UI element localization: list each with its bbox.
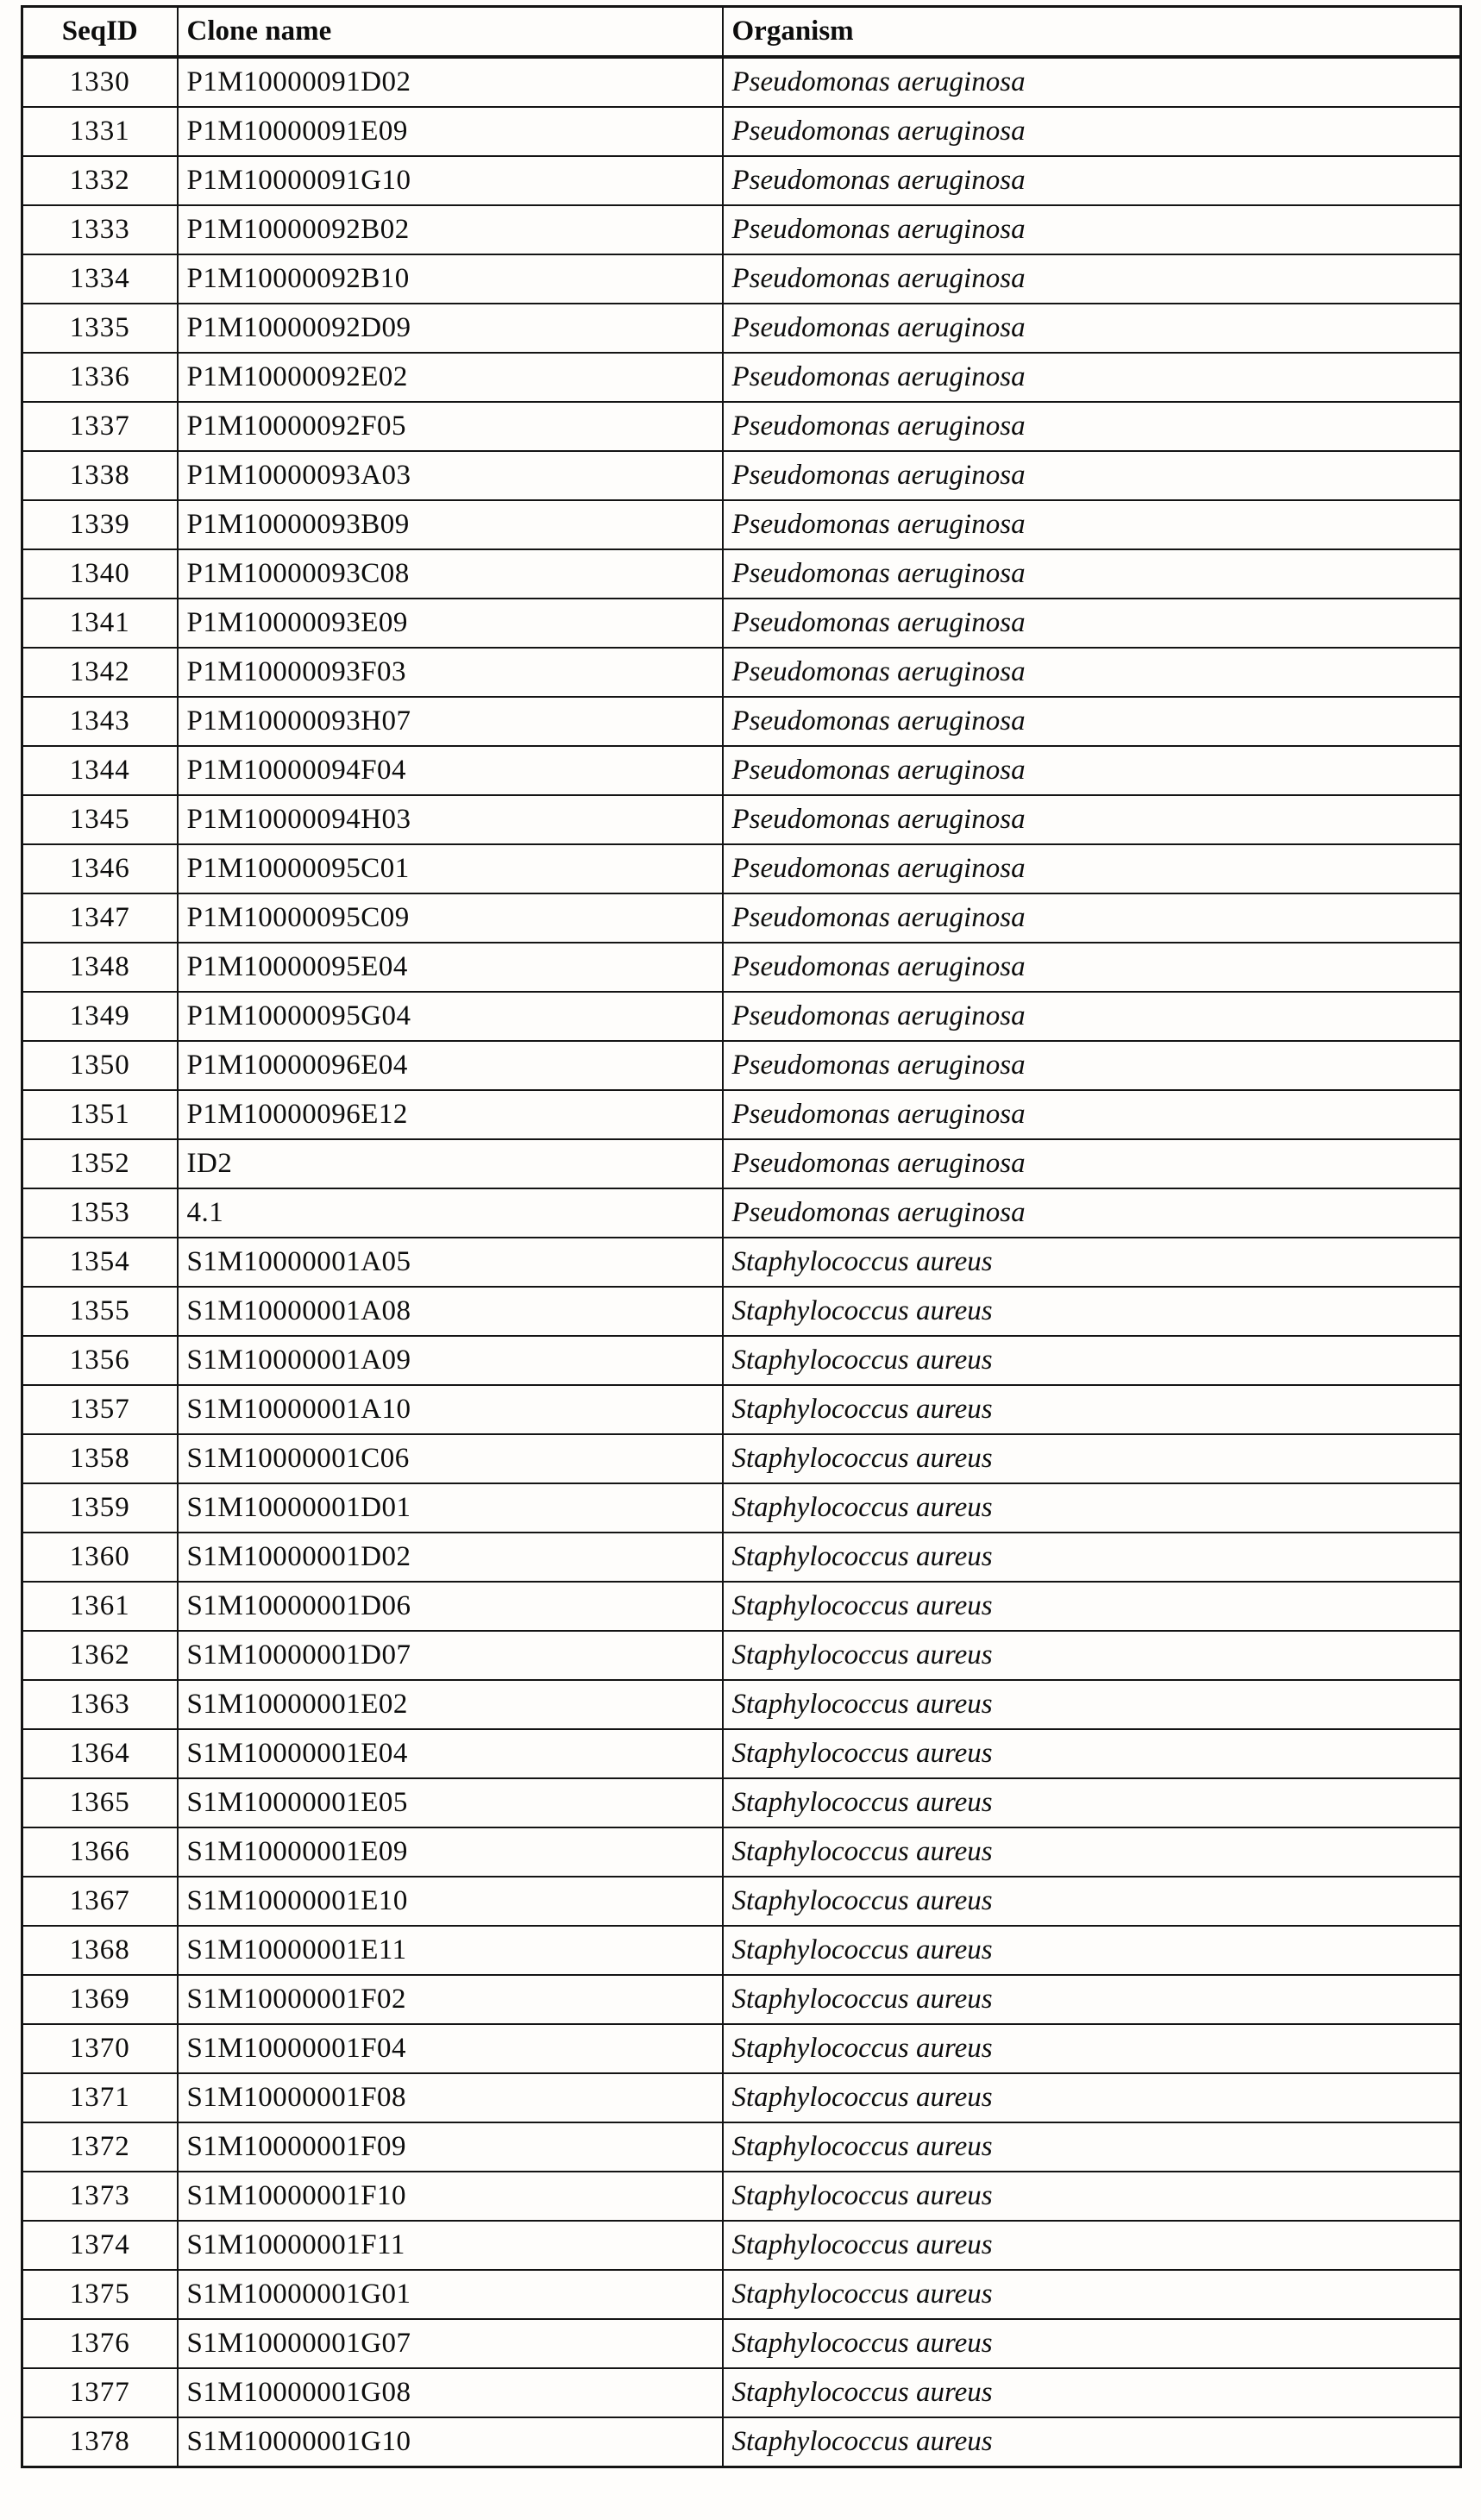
organism-cell: Staphylococcus aureus [723, 2073, 1461, 2122]
organism-cell: Pseudomonas aeruginosa [723, 500, 1461, 549]
clone-name-cell: S1M10000001G10 [178, 2417, 723, 2467]
organism-cell: Staphylococcus aureus [723, 1631, 1461, 1680]
table-row [22, 1533, 1461, 1582]
organism-cell: Pseudomonas aeruginosa [723, 353, 1461, 402]
clone-name-cell: S1M10000001E10 [178, 1877, 723, 1926]
table-row [22, 1385, 1461, 1434]
table-row [22, 1827, 1461, 1877]
table-row [22, 1238, 1461, 1287]
clone-name-cell: P1M10000095C09 [178, 893, 723, 943]
seqid-cell: 1350 [22, 1041, 178, 1090]
organism-cell: Staphylococcus aureus [723, 2417, 1461, 2467]
clone-name-cell: P1M10000096E12 [178, 1090, 723, 1139]
seqid-cell: 1351 [22, 1090, 178, 1139]
organism-cell: Staphylococcus aureus [723, 1434, 1461, 1483]
organism-cell: Pseudomonas aeruginosa [723, 304, 1461, 353]
organism-cell: Pseudomonas aeruginosa [723, 599, 1461, 648]
clone-name-cell: P1M10000092B02 [178, 205, 723, 254]
seqid-cell: 1363 [22, 1680, 178, 1729]
clone-name-cell: S1M10000001A05 [178, 1238, 723, 1287]
header-row [22, 7, 1461, 58]
clone-name-cell: P1M10000093C08 [178, 549, 723, 599]
table-row [22, 2270, 1461, 2319]
clone-name-cell: S1M10000001A10 [178, 1385, 723, 1434]
organism-cell: Staphylococcus aureus [723, 2270, 1461, 2319]
table-row [22, 1975, 1461, 2024]
organism-cell: Staphylococcus aureus [723, 1926, 1461, 1975]
clone-name-cell: P1M10000093F03 [178, 648, 723, 697]
clone-name-cell: P1M10000094H03 [178, 795, 723, 844]
table-row [22, 1188, 1461, 1238]
organism-cell: Pseudomonas aeruginosa [723, 697, 1461, 746]
seqid-cell: 1378 [22, 2417, 178, 2467]
seqid-cell: 1355 [22, 1287, 178, 1336]
seqid-cell: 1349 [22, 992, 178, 1041]
clone-name-cell: P1M10000093A03 [178, 451, 723, 500]
clone-name-cell: S1M10000001A09 [178, 1336, 723, 1385]
organism-cell: Pseudomonas aeruginosa [723, 1090, 1461, 1139]
table-body [22, 57, 1461, 2467]
organism-cell: Staphylococcus aureus [723, 1582, 1461, 1631]
organism-cell: Staphylococcus aureus [723, 1533, 1461, 1582]
seqid-cell: 1338 [22, 451, 178, 500]
table-row [22, 1680, 1461, 1729]
organism-cell: Staphylococcus aureus [723, 1238, 1461, 1287]
seqid-cell: 1335 [22, 304, 178, 353]
clone-name-cell: 4.1 [178, 1188, 723, 1238]
clone-name-cell: S1M10000001D06 [178, 1582, 723, 1631]
table-row [22, 1729, 1461, 1778]
organism-cell: Pseudomonas aeruginosa [723, 1188, 1461, 1238]
seqid-cell: 1346 [22, 844, 178, 893]
table-row [22, 795, 1461, 844]
clone-name-cell: P1M10000092D09 [178, 304, 723, 353]
table-row [22, 156, 1461, 205]
seqid-cell: 1364 [22, 1729, 178, 1778]
table-row [22, 648, 1461, 697]
column-header-clone-name: Clone name [178, 7, 723, 58]
clone-name-cell: S1M10000001G07 [178, 2319, 723, 2368]
organism-cell: Pseudomonas aeruginosa [723, 1139, 1461, 1188]
table-row [22, 599, 1461, 648]
seqid-cell: 1353 [22, 1188, 178, 1238]
organism-cell: Pseudomonas aeruginosa [723, 156, 1461, 205]
seqid-cell: 1373 [22, 2172, 178, 2221]
organism-cell: Staphylococcus aureus [723, 2368, 1461, 2417]
organism-cell: Staphylococcus aureus [723, 1385, 1461, 1434]
table-row [22, 1582, 1461, 1631]
organism-cell: Pseudomonas aeruginosa [723, 893, 1461, 943]
clone-name-cell: S1M10000001F11 [178, 2221, 723, 2270]
seqid-cell: 1370 [22, 2024, 178, 2073]
organism-cell: Staphylococcus aureus [723, 2122, 1461, 2172]
seqid-cell: 1358 [22, 1434, 178, 1483]
clone-name-cell: P1M10000093E09 [178, 599, 723, 648]
table-row [22, 451, 1461, 500]
table-row [22, 107, 1461, 156]
clone-name-cell: S1M10000001E02 [178, 1680, 723, 1729]
seqid-cell: 1360 [22, 1533, 178, 1582]
organism-cell: Staphylococcus aureus [723, 1877, 1461, 1926]
clone-name-cell: S1M10000001F08 [178, 2073, 723, 2122]
organism-cell: Staphylococcus aureus [723, 1287, 1461, 1336]
organism-cell: Staphylococcus aureus [723, 1827, 1461, 1877]
organism-cell: Staphylococcus aureus [723, 2319, 1461, 2368]
clone-name-cell: S1M10000001F04 [178, 2024, 723, 2073]
clone-name-cell: P1M10000093H07 [178, 697, 723, 746]
clone-name-cell: S1M10000001G01 [178, 2270, 723, 2319]
clone-name-cell: P1M10000095E04 [178, 943, 723, 992]
table-row [22, 2024, 1461, 2073]
organism-cell: Pseudomonas aeruginosa [723, 648, 1461, 697]
table-row [22, 1287, 1461, 1336]
table-row [22, 1139, 1461, 1188]
clone-name-cell: S1M10000001E09 [178, 1827, 723, 1877]
table-row [22, 2221, 1461, 2270]
organism-cell: Pseudomonas aeruginosa [723, 57, 1461, 107]
clone-name-cell: P1M10000094F04 [178, 746, 723, 795]
seqid-cell: 1369 [22, 1975, 178, 2024]
table-row [22, 1631, 1461, 1680]
seqid-cell: 1354 [22, 1238, 178, 1287]
seqid-cell: 1356 [22, 1336, 178, 1385]
table-row [22, 205, 1461, 254]
seqid-cell: 1374 [22, 2221, 178, 2270]
clone-name-cell: S1M10000001D02 [178, 1533, 723, 1582]
seqid-cell: 1340 [22, 549, 178, 599]
table-row [22, 1090, 1461, 1139]
column-header-seqid: SeqID [22, 7, 178, 58]
organism-cell: Pseudomonas aeruginosa [723, 844, 1461, 893]
table-row [22, 57, 1461, 107]
table-row [22, 2073, 1461, 2122]
table-row [22, 943, 1461, 992]
seqid-cell: 1376 [22, 2319, 178, 2368]
table-row [22, 893, 1461, 943]
organism-cell: Pseudomonas aeruginosa [723, 1041, 1461, 1090]
organism-cell: Pseudomonas aeruginosa [723, 992, 1461, 1041]
table-row [22, 254, 1461, 304]
clone-name-cell: P1M10000096E04 [178, 1041, 723, 1090]
table-row [22, 1336, 1461, 1385]
seqid-cell: 1339 [22, 500, 178, 549]
clone-name-cell: P1M10000095G04 [178, 992, 723, 1041]
seqid-cell: 1371 [22, 2073, 178, 2122]
table-row [22, 353, 1461, 402]
seqid-cell: 1345 [22, 795, 178, 844]
clone-name-cell: P1M10000095C01 [178, 844, 723, 893]
seqid-cell: 1367 [22, 1877, 178, 1926]
clone-name-cell: P1M10000092B10 [178, 254, 723, 304]
seqid-cell: 1337 [22, 402, 178, 451]
organism-cell: Staphylococcus aureus [723, 1778, 1461, 1827]
seqid-cell: 1366 [22, 1827, 178, 1877]
table-row [22, 500, 1461, 549]
clone-name-cell: S1M10000001D01 [178, 1483, 723, 1533]
table-row [22, 304, 1461, 353]
clone-name-cell: P1M10000091D02 [178, 57, 723, 107]
clone-name-cell: S1M10000001F09 [178, 2122, 723, 2172]
seqid-cell: 1333 [22, 205, 178, 254]
organism-cell: Pseudomonas aeruginosa [723, 795, 1461, 844]
seqid-cell: 1332 [22, 156, 178, 205]
clone-name-cell: P1M10000093B09 [178, 500, 723, 549]
organism-cell: Staphylococcus aureus [723, 1680, 1461, 1729]
table-row [22, 402, 1461, 451]
seqid-cell: 1330 [22, 57, 178, 107]
clone-name-cell: S1M10000001E11 [178, 1926, 723, 1975]
clone-name-cell: S1M10000001F10 [178, 2172, 723, 2221]
seqid-cell: 1334 [22, 254, 178, 304]
table-row [22, 1483, 1461, 1533]
table-row [22, 1926, 1461, 1975]
seqid-cell: 1347 [22, 893, 178, 943]
clone-name-cell: P1M10000091G10 [178, 156, 723, 205]
organism-cell: Staphylococcus aureus [723, 1729, 1461, 1778]
clone-name-cell: S1M10000001C06 [178, 1434, 723, 1483]
organism-cell: Staphylococcus aureus [723, 1975, 1461, 2024]
seqid-cell: 1372 [22, 2122, 178, 2172]
organism-cell: Pseudomonas aeruginosa [723, 205, 1461, 254]
organism-cell: Staphylococcus aureus [723, 2172, 1461, 2221]
clone-name-cell: P1M10000092E02 [178, 353, 723, 402]
table-header [22, 7, 1461, 58]
column-header-organism: Organism [723, 7, 1461, 58]
clone-name-cell: P1M10000091E09 [178, 107, 723, 156]
table-row [22, 1041, 1461, 1090]
seqid-cell: 1341 [22, 599, 178, 648]
seqid-cell: 1352 [22, 1139, 178, 1188]
clone-name-cell: S1M10000001F02 [178, 1975, 723, 2024]
table-row [22, 2319, 1461, 2368]
seqid-cell: 1359 [22, 1483, 178, 1533]
table-row [22, 746, 1461, 795]
organism-cell: Staphylococcus aureus [723, 2024, 1461, 2073]
seqid-cell: 1343 [22, 697, 178, 746]
table-row [22, 2122, 1461, 2172]
table-row [22, 1434, 1461, 1483]
sequence-clone-table [21, 5, 1462, 2468]
seqid-cell: 1331 [22, 107, 178, 156]
seqid-cell: 1361 [22, 1582, 178, 1631]
table-row [22, 2368, 1461, 2417]
organism-cell: Pseudomonas aeruginosa [723, 943, 1461, 992]
table-row [22, 2417, 1461, 2467]
seqid-cell: 1348 [22, 943, 178, 992]
table-row [22, 844, 1461, 893]
table-row [22, 1877, 1461, 1926]
organism-cell: Pseudomonas aeruginosa [723, 451, 1461, 500]
seqid-cell: 1342 [22, 648, 178, 697]
clone-name-cell: S1M10000001G08 [178, 2368, 723, 2417]
clone-name-cell: S1M10000001E05 [178, 1778, 723, 1827]
seqid-cell: 1344 [22, 746, 178, 795]
organism-cell: Staphylococcus aureus [723, 2221, 1461, 2270]
organism-cell: Pseudomonas aeruginosa [723, 746, 1461, 795]
seqid-cell: 1375 [22, 2270, 178, 2319]
clone-name-cell: S1M10000001E04 [178, 1729, 723, 1778]
table-row [22, 2172, 1461, 2221]
clone-name-cell: S1M10000001A08 [178, 1287, 723, 1336]
clone-name-cell: S1M10000001D07 [178, 1631, 723, 1680]
table-row [22, 1778, 1461, 1827]
organism-cell: Pseudomonas aeruginosa [723, 402, 1461, 451]
clone-name-cell: ID2 [178, 1139, 723, 1188]
seqid-cell: 1357 [22, 1385, 178, 1434]
table-row [22, 697, 1461, 746]
organism-cell: Pseudomonas aeruginosa [723, 107, 1461, 156]
seqid-cell: 1336 [22, 353, 178, 402]
seqid-cell: 1365 [22, 1778, 178, 1827]
seqid-cell: 1377 [22, 2368, 178, 2417]
organism-cell: Pseudomonas aeruginosa [723, 549, 1461, 599]
seqid-cell: 1362 [22, 1631, 178, 1680]
table-row [22, 992, 1461, 1041]
organism-cell: Staphylococcus aureus [723, 1336, 1461, 1385]
organism-cell: Staphylococcus aureus [723, 1483, 1461, 1533]
clone-name-cell: P1M10000092F05 [178, 402, 723, 451]
table-row [22, 549, 1461, 599]
organism-cell: Pseudomonas aeruginosa [723, 254, 1461, 304]
seqid-cell: 1368 [22, 1926, 178, 1975]
